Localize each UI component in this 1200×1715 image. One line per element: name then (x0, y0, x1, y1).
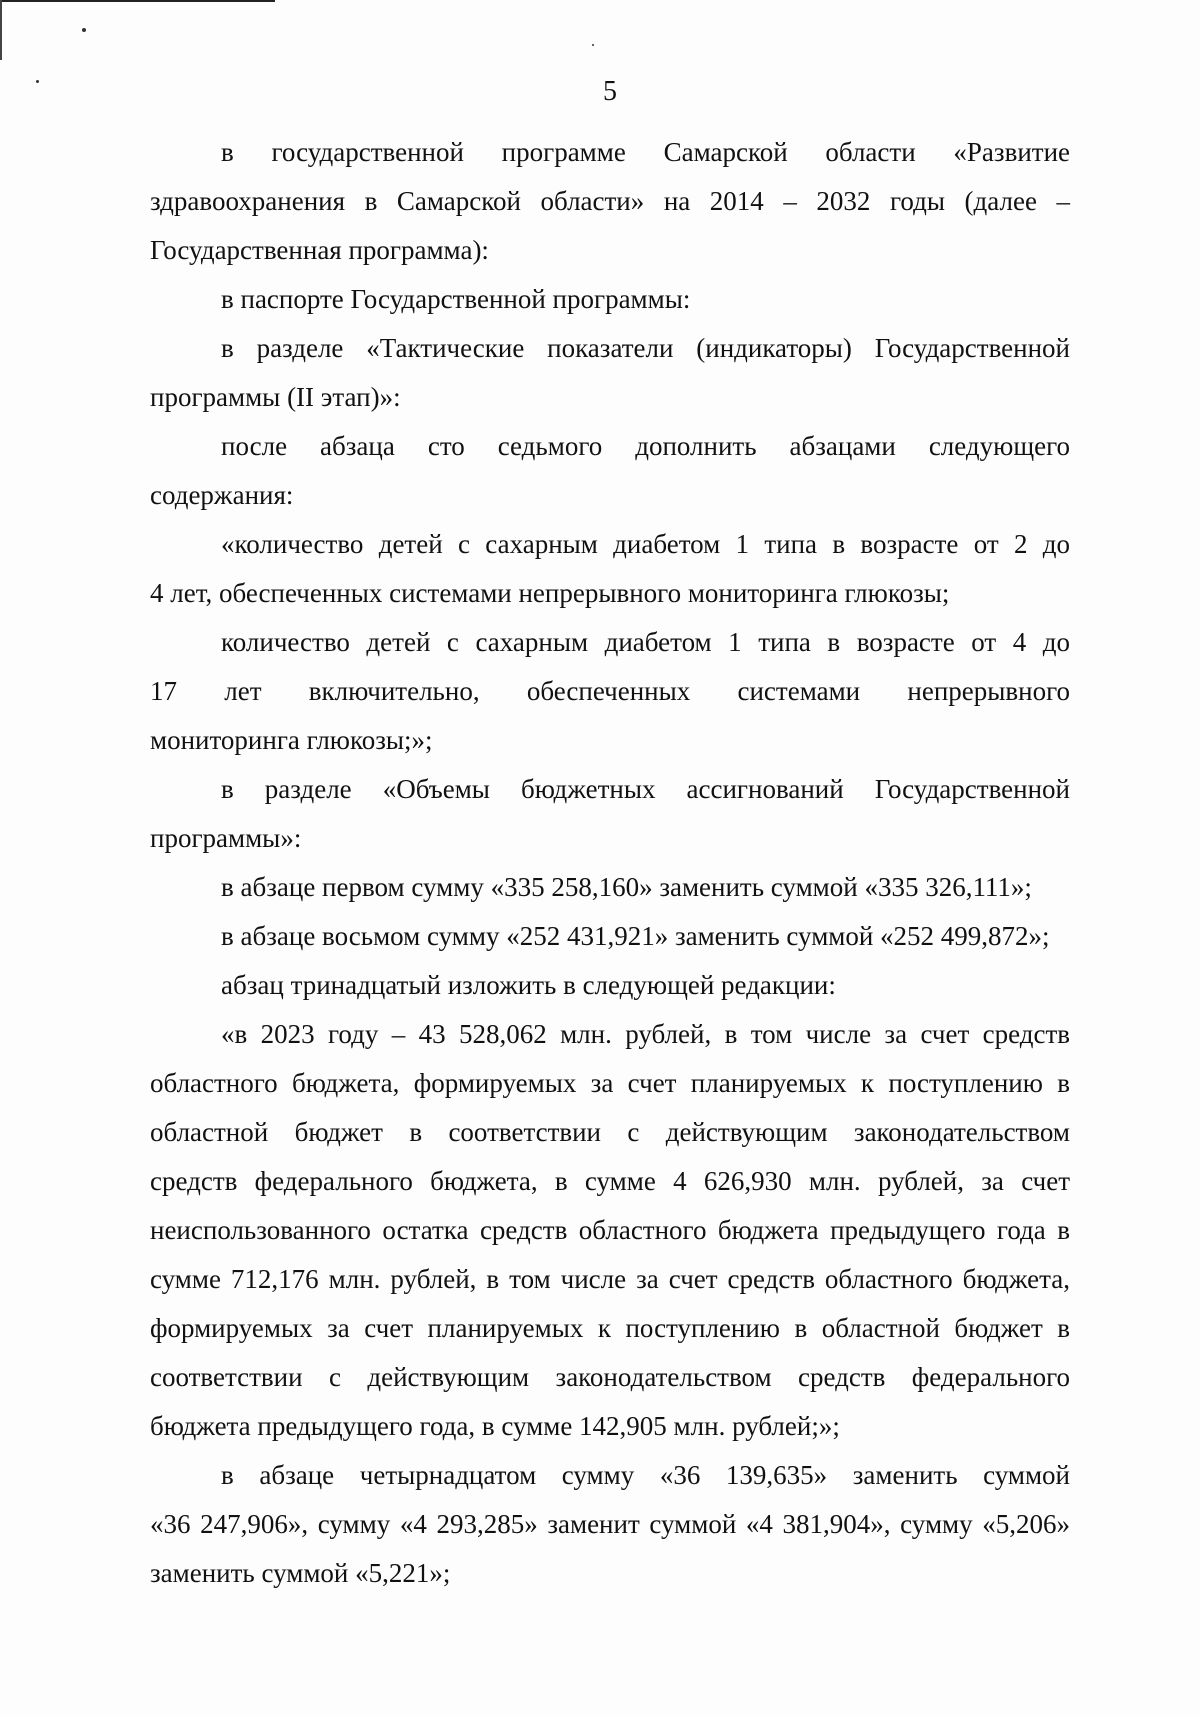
text-line: неиспользованного остатка средств областного бюджета предыдущего года в (150, 1215, 1070, 1245)
paragraph (150, 961, 1070, 1010)
text-line: количество детей с сахарным диабетом 1 типа в возрасте от 4 до (221, 627, 1070, 657)
paragraph (150, 863, 1070, 912)
paragraph (150, 1010, 1070, 1451)
paragraph (150, 422, 1070, 520)
paragraph (150, 1451, 1070, 1598)
text-line: здравоохранения в Самарской области» на 2014 – 2032 годы (далее – (150, 186, 1070, 216)
scan-speck (592, 44, 594, 46)
text-line: в абзаце первом сумму «335 258,160» заменить суммой «335 326,111»; (221, 872, 1032, 902)
text-line: областного бюджета, формируемых за счет планируемых к поступлению в (150, 1068, 1070, 1098)
text-line: соответствии с действующим законодательством средств федерального (150, 1362, 1070, 1392)
page-number: 5 (603, 76, 617, 107)
text-line: «количество детей с сахарным диабетом 1 типа в возрасте от 2 до (221, 529, 1070, 559)
text-line: в абзаце четырнадцатом сумму «36 139,635» заменить суммой (221, 1460, 1070, 1490)
scan-speck (36, 80, 39, 83)
text-line: Государственная программа): (150, 235, 489, 265)
scan-speck (82, 28, 86, 32)
text-line: в разделе «Объемы бюджетных ассигнований Государственной (221, 774, 1070, 804)
text-line: абзац тринадцатый изложить в следующей редакции: (221, 970, 836, 1000)
text-line: сумме 712,176 млн. рублей, в том числе за счет средств областного бюджета, (150, 1264, 1070, 1294)
document-body (150, 128, 1070, 1598)
paragraph (150, 520, 1070, 618)
paragraph (150, 765, 1070, 863)
paragraph (150, 912, 1070, 961)
paragraph-list (150, 128, 1070, 1598)
paragraph (150, 324, 1070, 422)
scan-border-top (0, 0, 275, 2)
text-line: программы»: (150, 823, 302, 853)
scan-border-left (0, 0, 2, 60)
text-line: в государственной программе Самарской области «Развитие (221, 137, 1070, 167)
paragraph (150, 128, 1070, 275)
text-line: 17 лет включительно, обеспеченных системами непрерывного (150, 676, 1070, 706)
text-line: областной бюджет в соответствии с действующим законодательством (150, 1117, 1070, 1147)
text-line: содержания: (150, 480, 294, 510)
text-line: заменить суммой «5,221»; (150, 1558, 451, 1588)
text-line: в паспорте Государственной программы: (221, 284, 691, 314)
text-line: формируемых за счет планируемых к поступлению в областной бюджет в (150, 1313, 1070, 1343)
paragraph (150, 618, 1070, 765)
text-line: после абзаца сто седьмого дополнить абзацами следующего (221, 431, 1070, 461)
text-line: мониторинга глюкозы;»; (150, 725, 433, 755)
text-line: бюджета предыдущего года, в сумме 142,905 млн. рублей;»; (150, 1411, 840, 1441)
text-line: в разделе «Тактические показатели (индикаторы) Государственной (221, 333, 1070, 363)
text-line: «в 2023 году – 43 528,062 млн. рублей, в том числе за счет средств (221, 1019, 1070, 1049)
text-line: 4 лет, обеспеченных системами непрерывного мониторинга глюкозы; (150, 578, 950, 608)
text-line: в абзаце восьмом сумму «252 431,921» заменить суммой «252 499,872»; (221, 921, 1050, 951)
paragraph (150, 275, 1070, 324)
text-line: «36 247,906», сумму «4 293,285» заменит суммой «4 381,904», сумму «5,206» (150, 1509, 1070, 1539)
text-line: средств федерального бюджета, в сумме 4 626,930 млн. рублей, за счет (150, 1166, 1070, 1196)
text-line: программы (II этап)»: (150, 382, 401, 412)
